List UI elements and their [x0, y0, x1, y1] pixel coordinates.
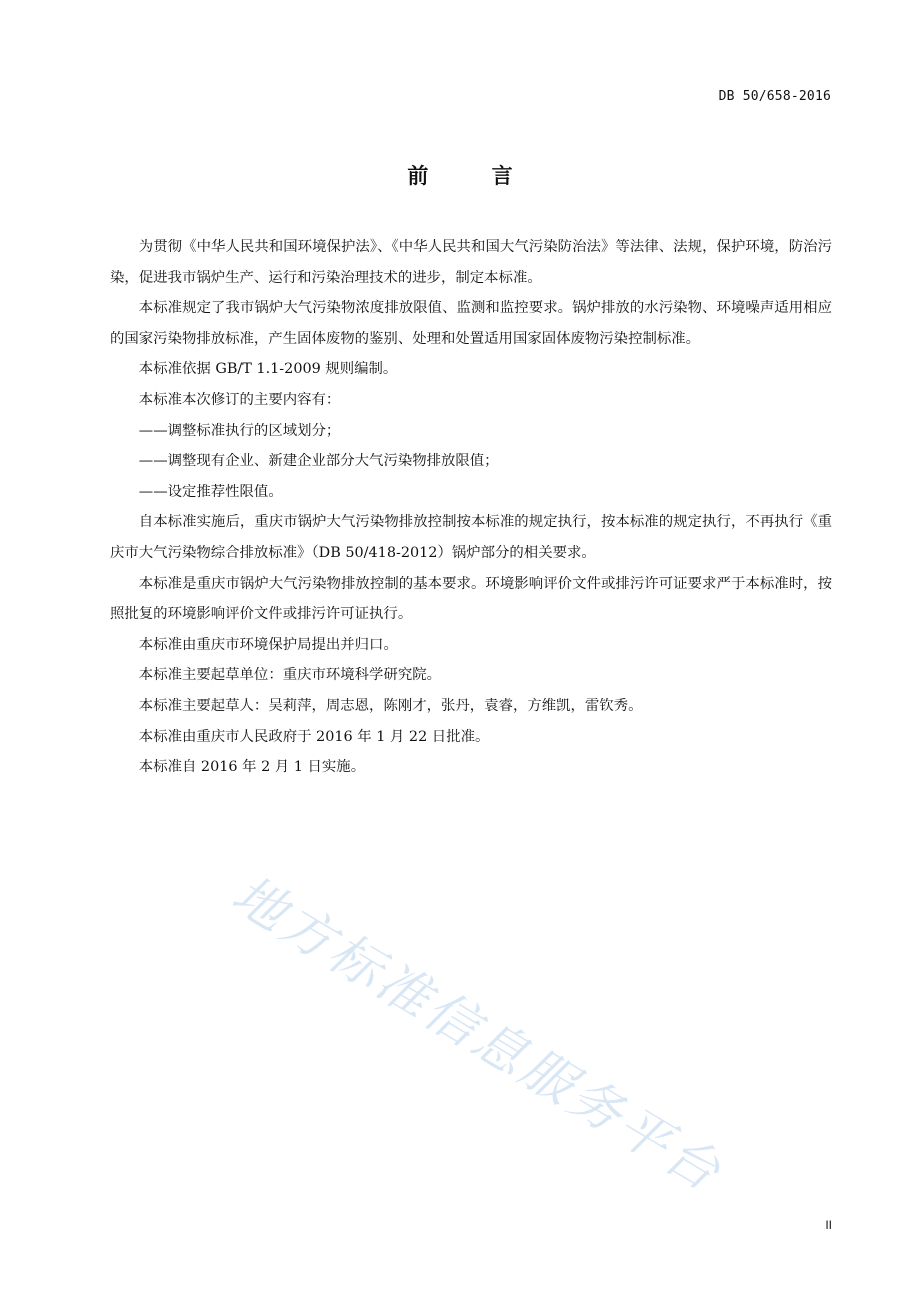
paragraph: 本标准主要起草人：吴莉萍，周志恩，陈刚才，张丹，袁睿，方维凯，雷钦秀。 — [138, 697, 643, 714]
list-item: ——调整标准执行的区域划分； — [138, 422, 341, 439]
paragraph: 本标准规定了我市锅炉大气污染物浓度排放限值、监测和监控要求。锅炉排放的水污染物、环境噪声适用相应的国家污染物排放标准，产生固体废物的鉴别、处理和处置适用国家固体废物污染控制标准。 — [110, 300, 832, 347]
paragraph: 本标准主要起草单位：重庆市环境科学研究院。 — [138, 667, 442, 684]
paragraph: 本标准本次修订的主要内容有： — [138, 391, 341, 408]
paragraph: 本标准是重庆市锅炉大气污染物排放控制的基本要求。环境影响评价文件或排污许可证要求严于本标准时，按照批复的环境影响评价文件或排污许可证执行。 — [110, 575, 832, 623]
paragraph: 自本标准实施后，重庆市锅炉大气污染物排放控制按本标准的规定执行，按本标准的规定执行，不再执行《重庆市大气污染物综合排放标准》（DB 50/418-2012）锅炉部分的相关要求。 — [110, 514, 832, 561]
page-number: II — [825, 1218, 832, 1232]
watermark: 地方标准信息服务平台 — [221, 864, 733, 1205]
paragraph: 本标准由重庆市人民政府于 2016 年 1 月 22 日批准。 — [138, 728, 490, 745]
foreword-body — [110, 232, 832, 783]
paragraph: 本标准自 2016 年 2 月 1 日实施。 — [138, 759, 366, 776]
list-item: ——设定推荐性限值。 — [138, 483, 283, 500]
paragraph: 为贯彻《中华人民共和国环境保护法》、《中华人民共和国大气污染防治法》等法律、法规，保护环境，防治污染，促进我市锅炉生产、运行和污染治理技术的进步，制定本标准。 — [110, 239, 832, 286]
paragraph: 本标准由重庆市环境保护局提出并归口。 — [138, 636, 398, 653]
standard-code: DB 50/658-2016 — [718, 89, 831, 104]
page-title: 前 言 — [407, 164, 541, 188]
paragraph: 本标准依据 GB/T 1.1-2009 规则编制。 — [138, 361, 398, 378]
list-item: ——调整现有企业、新建企业部分大气污染物排放限值； — [138, 453, 499, 470]
